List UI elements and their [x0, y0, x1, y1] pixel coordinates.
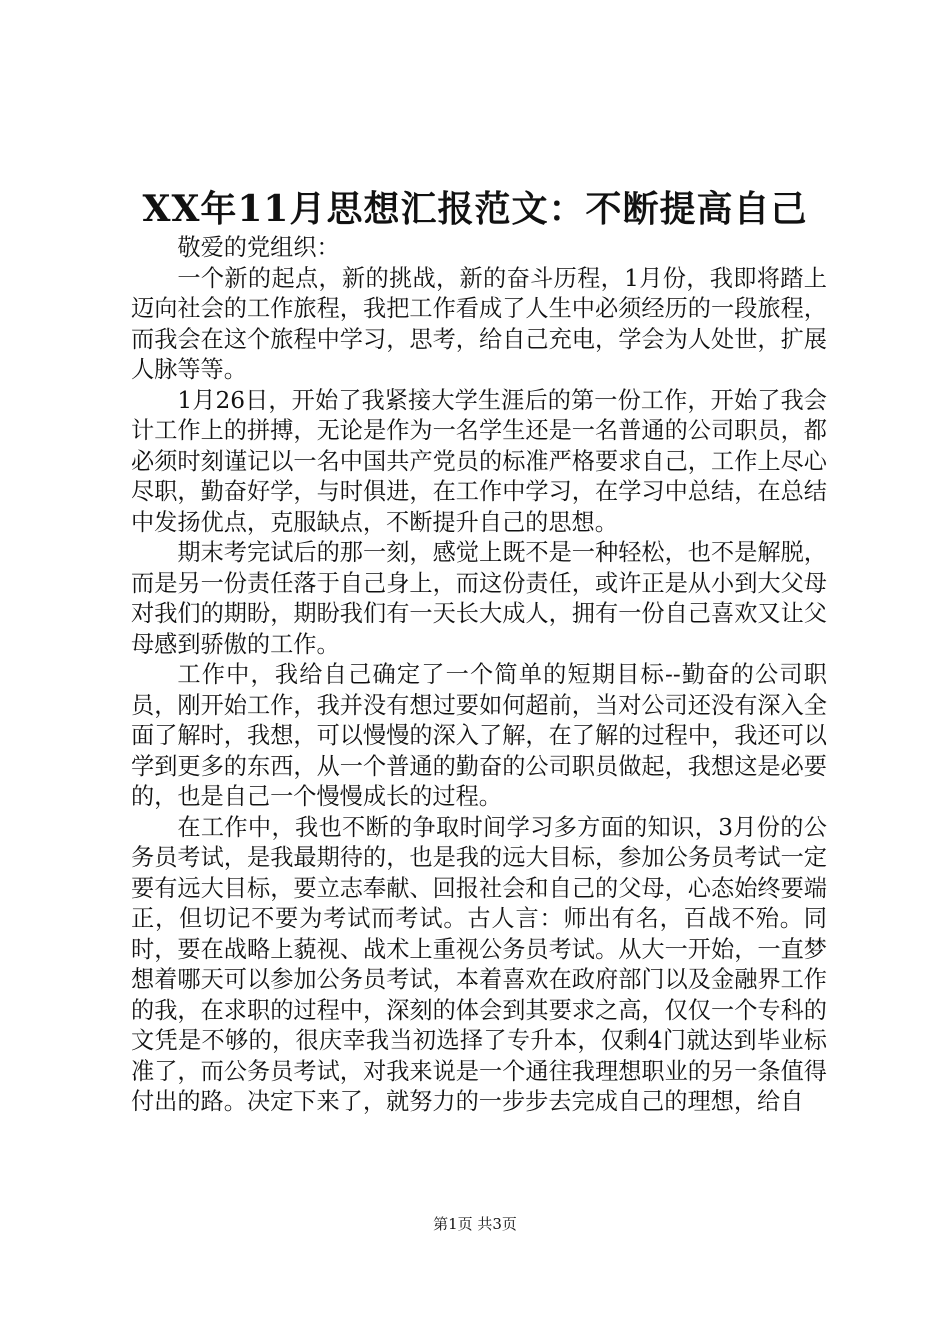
paragraph-4: 工作中，我给自己确定了一个简单的短期目标--勤奋的公司职员，刚开始工作，我并没有想过要如何超前，当对公司还没有深入全面了解时，我想，可以慢慢的深入了解，在了解的过程中，我还可以学到更多的东西，从一个普通的勤奋的公司职员做起，我想这是必要的，也是自己一个慢慢成长的过程。 — [131, 661, 827, 810]
paragraph-1: 一个新的起点，新的挑战，新的奋斗历程，1月份，我即将踏上迈向社会的工作旅程，我把工作看成了人生中必须经历的一段旅程，而我会在这个旅程中学习，思考，给自己充电，学会为人处世，扩展人脉等等。 — [131, 264, 827, 383]
document-title: XX年11月思想汇报范文：不断提高自己 — [142, 188, 808, 230]
document-body — [131, 233, 827, 1118]
paragraph-3: 期末考完试后的那一刻，感觉上既不是一种轻松，也不是解脱，而是另一份责任落于自己身上，而这份责任，或许正是从小到大父母对我们的期盼，期盼我们有一天长大成人，拥有一份自己喜欢又让父母感到骄傲的工作。 — [131, 539, 827, 658]
paragraph-5: 在工作中，我也不断的争取时间学习多方面的知识，3月份的公务员考试，是我最期待的，也是我的远大目标，参加公务员考试一定要有远大目标，要立志奉献、回报社会和自己的父母，心态始终要端正，但切记不要为考试而考试。古人言：师出有名，百战不殆。同时，要在战略上藐视、战术上重视公务员考试。从大一开始，一直梦想着哪天可以参加公务员考试，本着喜欢在政府部门以及金融界工作的我，在求职的过程中，深刻的体会到其要求之高，仅仅一个专科的文凭是不够的，很庆幸我当初选择了专升本，仅剩4门就达到毕业标准了，而公务员考试，对我来说是一个通往我理想职业的另一条值得付出的路。决定下来了，就努力的一步步去完成自己的理想，给自 — [131, 813, 827, 1115]
paragraph-2: 1月26日，开始了我紧接大学生涯后的第一份工作，开始了我会计工作上的拼搏，无论是作为一名学生还是一名普通的公司职员，都必须时刻谨记以一名中国共产党员的标准严格要求自己，工作上尽心尽职，勤奋好学，与时俱进，在工作中学习，在学习中总结，在总结中发扬优点，克服缺点，不断提升自己的思想。 — [131, 386, 827, 536]
salutation: 敬爱的党组织： — [177, 234, 340, 261]
page-number-footer: 第1页 共3页 — [433, 1215, 517, 1233]
